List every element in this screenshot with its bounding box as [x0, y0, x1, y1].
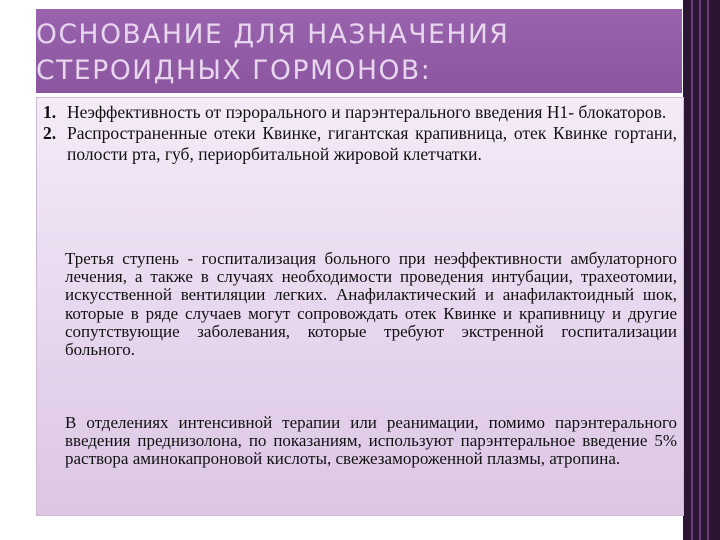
- slide-title: ОСНОВАНИЕ ДЛЯ НАЗНАЧЕНИЯ СТЕРОИДНЫХ ГОРМОНОВ:: [36, 19, 510, 86]
- list-item-number: 2.: [43, 123, 57, 143]
- band-stripe: [699, 0, 701, 540]
- list-item-text: Неэффективность от пэрорального и парэнтерального введения Н1- блокаторов.: [67, 102, 667, 122]
- list-item-number: 1.: [43, 102, 57, 122]
- decorative-side-band: [683, 0, 720, 540]
- band-stripe: [691, 0, 693, 540]
- content-panel: [36, 97, 684, 516]
- paragraph-third-stage: Третья ступень - госпитализация больного при неэффективности амбулаторного лечения, а также в случаях необходимости проведения интубации, трахеотомии, искусственной вентиляции легких. Анафилактический и анафилактоидный шок, которые в ряде случаев могут сопровождать отек Квинке и крапивницу и другие сопутствующие заболевания, которые требуют экстренной госпитализации больного.: [65, 249, 677, 360]
- title-bar: [36, 9, 682, 93]
- list-item-text: Распространенные отеки Квинке, гигантская крапивница, отек Квинке гортани, полости рта, губ, периорбитальной жировой клетчатки.: [67, 123, 677, 164]
- list-item: [37, 102, 677, 123]
- list-item: [37, 123, 677, 165]
- reasons-list: [37, 102, 677, 165]
- band-stripe: [707, 0, 709, 540]
- paragraph-intensive-care: В отделениях интенсивной терапии или реанимации, помимо парэнтерального введения преднизолона, по показаниям, используют парэнтеральное введение 5% раствора аминокапроновой кислоты, свежезамороженной плазмы, атропина.: [65, 413, 677, 469]
